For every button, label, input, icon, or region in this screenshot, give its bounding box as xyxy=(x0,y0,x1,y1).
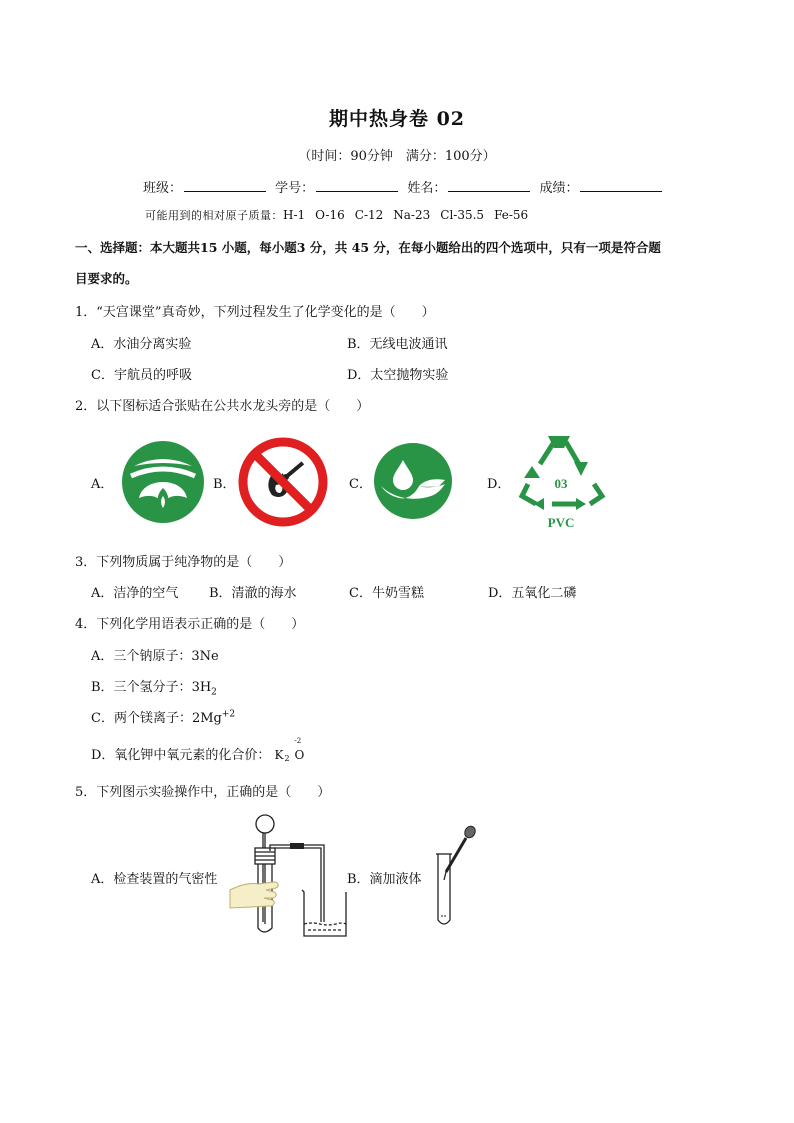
q5-option-a[interactable]: A．检查装置的气密性 xyxy=(91,872,218,887)
water-saving-logo-icon xyxy=(373,442,453,520)
name-label: 姓名： xyxy=(407,181,447,196)
recycle-label: PVC xyxy=(547,515,575,530)
exam-subtitle: （时间：90分钟 满分：100分） xyxy=(298,149,496,164)
q4-c-text: C．两个镁离子： xyxy=(91,711,192,726)
q4-c-formula: 2Mg xyxy=(191,711,222,726)
question-4-stem: 4．下列化学用语表示正确的是（ ） xyxy=(75,617,305,632)
q4-c-superscript: +2 xyxy=(221,709,236,720)
atomic-mass-item: H-1 xyxy=(283,208,306,222)
atomic-mass-item: Fe-56 xyxy=(494,208,529,222)
q4-d-subscript: 2 xyxy=(284,754,290,763)
q2-option-a[interactable]: A． xyxy=(91,477,114,492)
q4-option-b[interactable] xyxy=(91,676,217,698)
atomic-masses-label: 可能用到的相对原子质量： xyxy=(145,209,283,222)
q4-d-formula xyxy=(270,737,314,763)
q1-option-d[interactable]: D．太空抛物实验 xyxy=(347,368,449,383)
q1-option-a[interactable]: A．水油分离实验 xyxy=(91,337,192,352)
id-blank[interactable] xyxy=(316,180,398,192)
recycle-number: 03 xyxy=(554,476,568,491)
q3-option-c[interactable]: C．牛奶雪糕 xyxy=(349,586,424,601)
q4-d-text: D．氧化钾中氧元素的化合价： xyxy=(91,748,271,763)
question-5-stem: 5．下列图示实验操作中，正确的是（ ） xyxy=(75,785,331,800)
q4-b-text: B．三个氢分子： xyxy=(91,680,192,695)
name-blank[interactable] xyxy=(448,180,530,192)
q1-option-c[interactable]: C．宇航员的呼吸 xyxy=(91,368,192,383)
q4-d-o: O xyxy=(294,748,305,762)
q2-option-c[interactable]: C． xyxy=(349,477,372,492)
q3-option-b[interactable]: B．清澈的海水 xyxy=(209,586,297,601)
q4-option-c[interactable] xyxy=(91,707,235,726)
green-food-logo-icon xyxy=(121,440,205,524)
q4-d-valence: -2 xyxy=(294,737,302,745)
q4-d-k: K xyxy=(274,748,284,762)
airtightness-apparatus-illustration xyxy=(228,812,356,940)
q4-b-subscript: 2 xyxy=(211,687,217,698)
section-heading: 一、选择题：本大题共15 小题，每小题3 分，共 45 分，在每小题给出的四个选项中，只有一项是符合题 xyxy=(75,240,661,255)
atomic-mass-item: Cl-35.5 xyxy=(440,208,485,222)
question-1-stem: 1．“天宫课堂”真奇妙，下列过程发生了化学变化的是（ ） xyxy=(75,305,435,320)
section-heading-cont: 目要求的。 xyxy=(75,271,138,286)
q3-option-d[interactable]: D．五氧化二磷 xyxy=(488,586,577,601)
class-blank[interactable] xyxy=(184,180,266,192)
q4-b-formula: 3H xyxy=(191,680,212,695)
question-3-stem: 3．下列物质属于纯净物的是（ ） xyxy=(75,555,292,570)
page-title: 期中热身卷 02 xyxy=(328,108,466,130)
id-label: 学号： xyxy=(275,181,315,196)
q1-option-b[interactable]: B．无线电波通讯 xyxy=(347,337,448,352)
score-label: 成绩： xyxy=(539,181,579,196)
atomic-mass-item: Na-23 xyxy=(393,208,431,222)
q2-option-d[interactable]: D． xyxy=(487,477,511,492)
dropper-tube-illustration xyxy=(432,824,480,928)
q4-a-formula: 3Ne xyxy=(191,649,219,664)
q3-option-a[interactable]: A．洁净的空气 xyxy=(91,586,179,601)
q4-a-text: A．三个钠原子： xyxy=(91,649,192,664)
q5-option-b[interactable]: B．滴加液体 xyxy=(347,872,422,887)
atomic-mass-item: O-16 xyxy=(315,208,345,222)
student-info-row xyxy=(143,177,667,196)
score-blank[interactable] xyxy=(580,180,662,192)
class-label: 班级： xyxy=(143,181,183,196)
atomic-mass-item: C-12 xyxy=(354,208,384,222)
q2-option-b[interactable]: B． xyxy=(213,477,236,492)
q4-option-d[interactable] xyxy=(91,737,314,763)
no-fire-sign-icon xyxy=(238,437,328,527)
question-2-stem: 2．以下图标适合张贴在公共水龙头旁的是（ ） xyxy=(75,399,370,414)
recycle-pvc-icon xyxy=(514,432,608,532)
q4-option-a[interactable] xyxy=(91,645,219,664)
atomic-masses xyxy=(145,207,528,223)
